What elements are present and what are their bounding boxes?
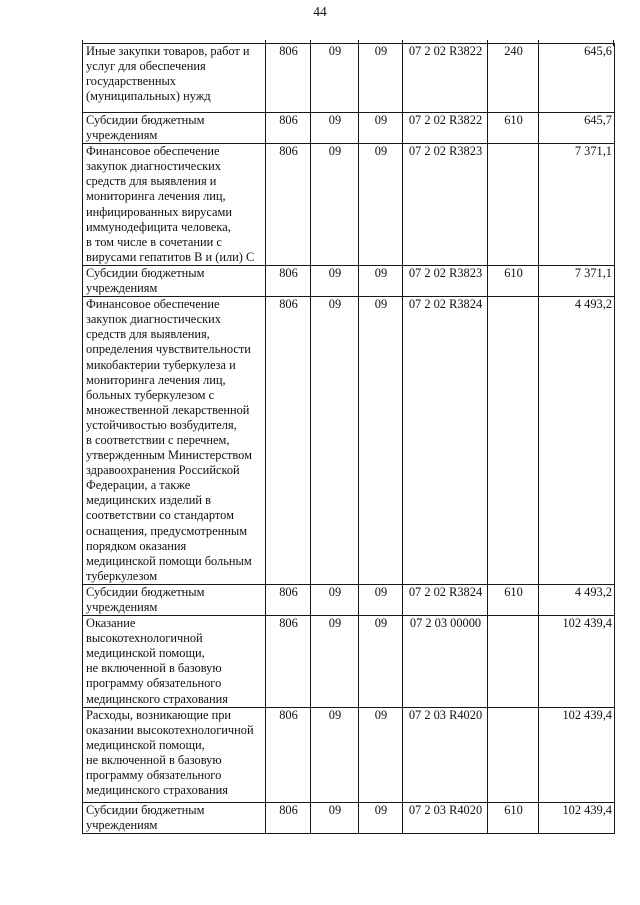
- target-article-cell: 07 2 02 R3824: [403, 297, 488, 585]
- subsection-code-cell: 09: [359, 616, 403, 708]
- subsection-code-cell: 09: [359, 265, 403, 296]
- expense-name-line: учреждениям: [86, 128, 158, 143]
- expense-name-line: Субсидии бюджетным: [86, 113, 205, 127]
- ministry-code-cell: 806: [266, 297, 311, 585]
- expense-name-line: медицинского страхования: [86, 783, 228, 798]
- expense-name-line: учреждениям: [86, 817, 158, 832]
- expense-name-line: медицинской помощи,: [86, 646, 205, 661]
- section-code-cell: 09: [311, 802, 359, 833]
- expense-name-line: инфицированных вирусами: [86, 204, 232, 219]
- expense-type-cell: 610: [488, 265, 539, 296]
- subsection-code-cell: 09: [359, 584, 403, 615]
- expense-name-line: медицинского страхования: [86, 691, 228, 706]
- ministry-code-cell: 806: [266, 707, 311, 802]
- expense-type-cell: [488, 297, 539, 585]
- section-code-cell: 09: [311, 113, 359, 144]
- expense-name-line: соответствии со стандартом: [86, 508, 234, 523]
- amount-cell: 7 371,1: [539, 265, 615, 296]
- expense-name-line: средств для выявления и: [86, 174, 217, 189]
- expense-name-line: Субсидии бюджетным: [86, 584, 205, 599]
- budget-table: [82, 43, 615, 834]
- table-row: [83, 616, 615, 708]
- expense-name-line: мониторинга лечения лиц,: [86, 372, 226, 387]
- expense-type-cell: 610: [488, 802, 539, 833]
- amount-cell: 645,6: [539, 44, 615, 113]
- expense-type-cell: 610: [488, 113, 539, 144]
- subsection-code-cell: 09: [359, 297, 403, 585]
- target-article-cell: 07 2 02 R3822: [403, 44, 488, 113]
- expense-name-line: учреждениям: [86, 600, 158, 614]
- table-body: [83, 44, 615, 834]
- expense-name-line: медицинской помощи больным: [86, 553, 252, 568]
- subsection-code-cell: 09: [359, 144, 403, 266]
- subsection-code-cell: 09: [359, 802, 403, 833]
- expense-name-cell: [83, 113, 266, 144]
- table-row: [83, 44, 615, 113]
- section-code-cell: 09: [311, 616, 359, 708]
- expense-name-line: микобактерии туберкулеза и: [86, 357, 236, 372]
- expense-name-line: Федерации, а также: [86, 478, 191, 493]
- subsection-code-cell: 09: [359, 44, 403, 113]
- target-article-cell: 07 2 03 R4020: [403, 802, 488, 833]
- target-article-cell: 07 2 02 R3822: [403, 113, 488, 144]
- amount-cell: 645,7: [539, 113, 615, 144]
- ministry-code-cell: 806: [266, 616, 311, 708]
- expense-type-cell: 610: [488, 584, 539, 615]
- table-row: [83, 707, 615, 802]
- expense-name-cell: [83, 44, 266, 113]
- table-row: [83, 802, 615, 833]
- table-row: [83, 584, 615, 615]
- expense-name-line: Иные закупки товаров, работ и: [86, 44, 250, 58]
- ministry-code-cell: 806: [266, 584, 311, 615]
- expense-name-cell: [83, 616, 266, 708]
- amount-cell: 102 439,4: [539, 616, 615, 708]
- expense-name-line: программу обязательного: [86, 676, 222, 691]
- amount-cell: 4 493,2: [539, 584, 615, 615]
- amount-cell: 4 493,2: [539, 297, 615, 585]
- expense-name-line: учреждениям: [86, 281, 158, 296]
- expense-name-line: государственных: [86, 74, 177, 89]
- expense-name-line: множественной лекарственной: [86, 402, 250, 417]
- expense-name-line: услуг для обеспечения: [86, 59, 206, 74]
- expense-name-line: Субсидии бюджетным: [86, 265, 205, 280]
- table-row: [83, 144, 615, 266]
- expense-name-line: определения чувствительности: [86, 342, 251, 357]
- expense-name-line: не включенной в базовую: [86, 661, 222, 676]
- expense-type-cell: 240: [488, 44, 539, 113]
- expense-type-cell: [488, 707, 539, 802]
- ministry-code-cell: 806: [266, 144, 311, 266]
- target-article-cell: 07 2 03 R4020: [403, 707, 488, 802]
- table-row: [83, 265, 615, 296]
- expense-name-line: Оказание: [86, 616, 136, 631]
- expense-name-line: оснащения, предусмотренным: [86, 523, 248, 538]
- subsection-code-cell: 09: [359, 707, 403, 802]
- amount-cell: 102 439,4: [539, 802, 615, 833]
- expense-name-line: вирусами гепатитов B и (или) C: [86, 249, 255, 264]
- amount-cell: 102 439,4: [539, 707, 615, 802]
- expense-name-line: устойчивостью возбудителя,: [86, 417, 237, 432]
- expense-name-line: больных туберкулезом с: [86, 387, 215, 402]
- expense-name-line: утвержденным Министерством: [86, 448, 252, 463]
- target-article-cell: 07 2 02 R3823: [403, 144, 488, 266]
- expense-name-line: медицинских изделий в: [86, 493, 211, 508]
- expense-name-line: Субсидии бюджетным: [86, 802, 205, 817]
- page-number: 44: [313, 4, 327, 19]
- section-code-cell: 09: [311, 44, 359, 113]
- target-article-cell: 07 2 02 R3824: [403, 584, 488, 615]
- expense-name-cell: [83, 707, 266, 802]
- expense-name-cell: [83, 265, 266, 296]
- ministry-code-cell: 806: [266, 802, 311, 833]
- expense-name-line: в соответствии с перечнем,: [86, 432, 230, 447]
- expense-name-line: высокотехнологичной: [86, 631, 203, 646]
- section-code-cell: 09: [311, 265, 359, 296]
- target-article-cell: 07 2 02 R3823: [403, 265, 488, 296]
- section-code-cell: 09: [311, 707, 359, 802]
- expense-name-line: Финансовое обеспечение: [86, 297, 220, 312]
- expense-name-line: средств для выявления,: [86, 327, 210, 342]
- expense-name-line: в том числе в сочетании с: [86, 234, 222, 249]
- subsection-code-cell: 09: [359, 113, 403, 144]
- expense-name-line: Расходы, возникающие при: [86, 707, 232, 722]
- amount-cell: 7 371,1: [539, 144, 615, 266]
- expense-name-line: оказании высокотехнологичной: [86, 722, 254, 737]
- expense-name-line: закупок диагностических: [86, 312, 221, 327]
- expense-name-line: программу обязательного: [86, 768, 222, 783]
- section-code-cell: 09: [311, 584, 359, 615]
- expense-name-line: иммунодефицита человека,: [86, 219, 231, 234]
- expense-name-cell: [83, 584, 266, 615]
- expense-name-cell: [83, 802, 266, 833]
- expense-name-cell: [83, 297, 266, 585]
- expense-name-line: мониторинга лечения лиц,: [86, 189, 226, 204]
- table-row: [83, 297, 615, 585]
- expense-name-line: закупок диагностических: [86, 159, 221, 174]
- target-article-cell: 07 2 03 00000: [403, 616, 488, 708]
- expense-name-line: порядком оказания: [86, 538, 187, 553]
- expense-type-cell: [488, 144, 539, 266]
- expense-name-line: Финансовое обеспечение: [86, 144, 220, 159]
- expense-type-cell: [488, 616, 539, 708]
- section-code-cell: 09: [311, 297, 359, 585]
- table-row: [83, 113, 615, 144]
- ministry-code-cell: 806: [266, 44, 311, 113]
- expense-name-cell: [83, 144, 266, 266]
- ministry-code-cell: 806: [266, 113, 311, 144]
- expense-name-line: не включенной в базовую: [86, 752, 222, 767]
- expense-name-line: (муниципальных) нужд: [86, 89, 211, 104]
- expense-name-line: здравоохранения Российской: [86, 463, 240, 478]
- section-code-cell: 09: [311, 144, 359, 266]
- expense-name-line: медицинской помощи,: [86, 737, 205, 752]
- expense-name-line: туберкулезом: [86, 568, 158, 583]
- ministry-code-cell: 806: [266, 265, 311, 296]
